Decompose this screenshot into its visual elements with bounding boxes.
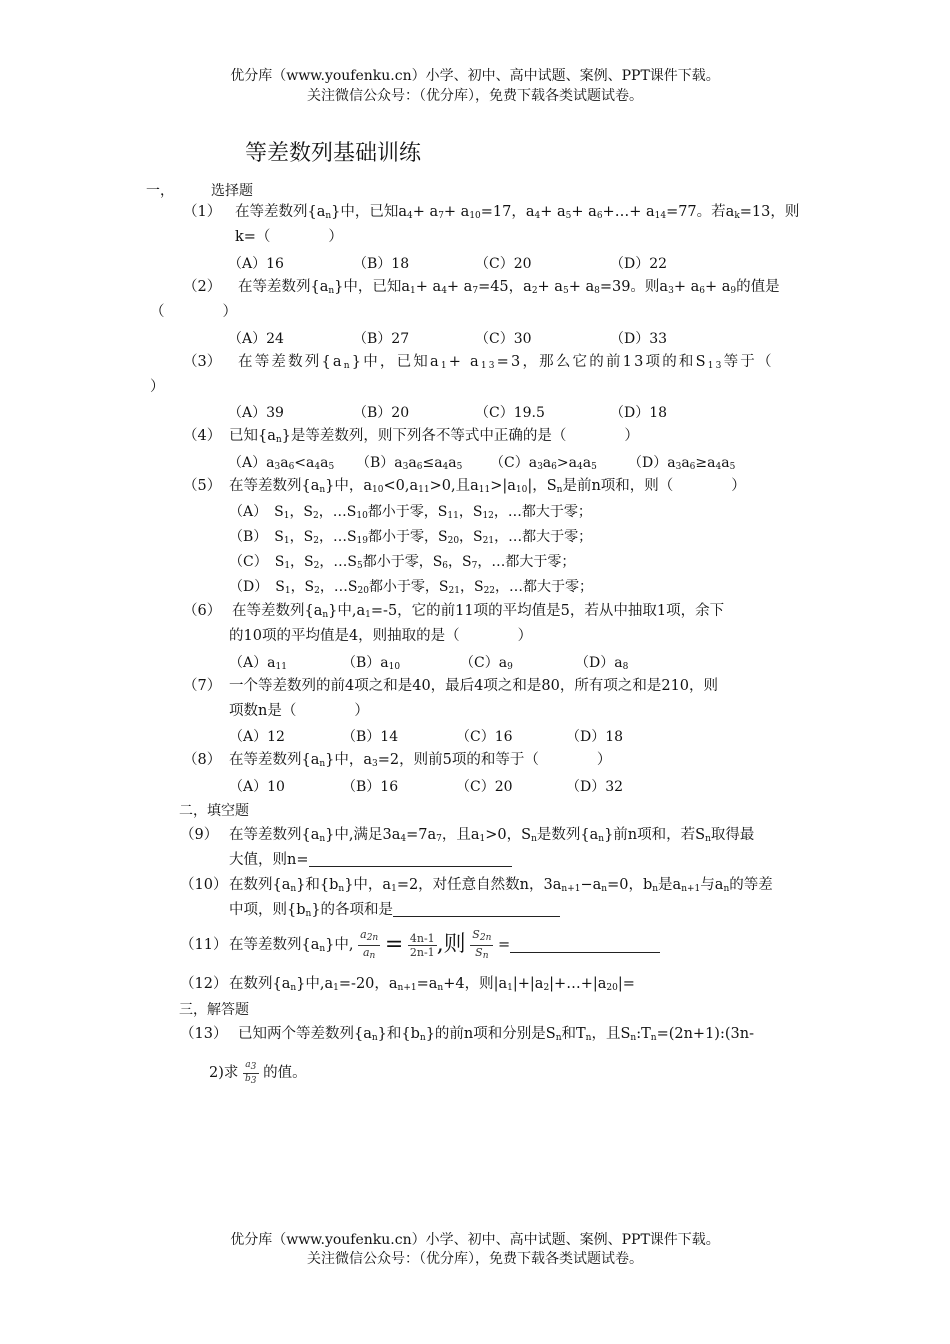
q5-line-1: 在等差数列$\{a_n\}$中，$a_{10}<0,a_{11}>0$,且$a_{11}>|a_{10}|$，$S_n$是前n项和，则（ ） bbox=[229, 478, 746, 495]
q13-line-1: 已知两个等差数列$\{a_n\}$和$\{b_n\}$的前n项和分别是$S_n$和$T_n$，且$S_n:T_n=(2n+1):(3n-$ bbox=[238, 1026, 754, 1043]
q7-option-c: （C）16 bbox=[456, 729, 513, 745]
q6-option-b: $(B)a_{10}$ bbox=[342, 655, 401, 672]
q7-option-b: （B）14 bbox=[342, 729, 399, 745]
q1-number: （1） bbox=[183, 204, 222, 220]
q2-option-b: （B）27 bbox=[353, 331, 410, 347]
q13-frac-denominator: $b_3$ bbox=[245, 1073, 257, 1086]
q3-option-d: （D）18 bbox=[610, 405, 668, 421]
q6-option-c: $(C)a_9$ bbox=[460, 655, 513, 672]
q6-line-1: 在等差数列$\{a_n\}$中$,a_1=-5$，它的前11项的平均值是5，若从中抽取1项，余下 bbox=[232, 603, 725, 620]
q12-line-1: 在数列$\{a_n\}$中$,a_1=-20$，$a_{n+1}=a_n+4$，则$|a_1|+|a_2|+\dots+|a_{20}|=$ bbox=[229, 976, 635, 993]
q8-option-d: （D）32 bbox=[566, 779, 624, 795]
q4-option-a: $(A)a_3a_6<a_4a_5$ bbox=[228, 455, 335, 472]
q11-equals: = bbox=[384, 932, 404, 957]
q2-number: （2） bbox=[183, 279, 222, 295]
q1-option-d: （D）22 bbox=[610, 256, 668, 272]
q11-fraction-4n-over-2n bbox=[408, 932, 437, 959]
q9-line-2-text: 大值，则n= bbox=[229, 852, 309, 868]
q7-option-a: （A）12 bbox=[229, 729, 285, 745]
q10-number: （10） bbox=[180, 877, 228, 893]
section-title-solve: 三，解答题 bbox=[179, 1002, 249, 1018]
section-number: 一， bbox=[146, 183, 174, 199]
q2-option-c: （C）30 bbox=[475, 331, 532, 347]
q13-line-2-prefix: 2)求 bbox=[209, 1065, 239, 1081]
q4-number: （4） bbox=[183, 428, 222, 444]
page-header-line-2: 关注微信公众号：（优分库），免费下载各类试题试卷。 bbox=[307, 88, 643, 104]
q3-option-b: （B）20 bbox=[353, 405, 410, 421]
q8-option-b: （B）16 bbox=[342, 779, 399, 795]
q11-tail-equals: = bbox=[497, 937, 511, 953]
q5-option-a: （A） $S_1$，$S_2$，$\dots S_{10}$都小于零，$S_{11}$，$S_{12}$，…都大于零； bbox=[229, 504, 592, 521]
q10-line-2-text: 中项，则$\{b_n\}$的各项和是 bbox=[229, 902, 394, 919]
q3-line-1: 在等差数列$\{a_n\}$中，已知$a_1+ a_{13}=3$，那么它的前13项的和$S_{13}$等于（ bbox=[238, 354, 774, 371]
q4-option-c: $(C)a_3a_6>a_4a_5$ bbox=[490, 455, 597, 472]
q8-option-a: （A）10 bbox=[229, 779, 285, 795]
q9-line-1: 在等差数列$\{a_n\}$中,满足$3a_4=7a_7$，且$a_1>0$，$S_n$是数列$\{a_n\}$前n项和，若$S_n$取得最 bbox=[229, 827, 755, 844]
q6-number: （6） bbox=[183, 603, 222, 619]
q5-option-b: （B） $S_1$，$S_2$，$\dots S_{19}$都小于零，$S_{20}$，$S_{21}$，…都大于零； bbox=[229, 529, 593, 546]
q13-number: （13） bbox=[180, 1026, 228, 1042]
q4-line-1: 已知$\{a_n\}$是等差数列，则下列各不等式中正确的是（ ） bbox=[229, 428, 639, 445]
q3-option-c: （C）19.5 bbox=[475, 405, 545, 421]
q1-option-b: （B）18 bbox=[353, 256, 410, 272]
q11-frac3-numerator: $S_{2n}$ bbox=[470, 928, 493, 946]
page-header-line-1: 优分库（www.youfenku.cn）小学、初中、高中试题、案例、PPT课件下载。 bbox=[230, 68, 720, 84]
q13-frac-numerator: $a_3$ bbox=[243, 1060, 259, 1074]
q10-line-2 bbox=[229, 900, 560, 924]
q6-option-d: $(D)a_8$ bbox=[575, 655, 629, 672]
q13-line-2 bbox=[209, 1055, 307, 1091]
q11-frac2-denominator: 2n-1 bbox=[409, 945, 435, 959]
q2-line-2: （ ） bbox=[150, 304, 237, 320]
q8-option-c: （C）20 bbox=[456, 779, 513, 795]
page-footer-line-2: 关注微信公众号：（优分库），免费下载各类试题试卷。 bbox=[307, 1251, 643, 1267]
q11-then: ,则 bbox=[436, 932, 466, 957]
q1-option-a: （A）16 bbox=[228, 256, 284, 272]
q8-number: （8） bbox=[183, 752, 222, 768]
q1-line-1: 在等差数列$\{a_n\}$中，已知$a_4+ a_7+ a_{10}=17$，$a_4+ a_5+$ $a_6+\dots+ a_{14}=77$。若$a_k=13$，则 bbox=[235, 204, 800, 221]
q11-fraction-s2n-over-sn bbox=[470, 928, 493, 963]
q11-fraction-a2n-over-an bbox=[358, 928, 380, 963]
q4-option-d: $(D)a_3a_6\ge a_4a_5$ bbox=[628, 455, 736, 472]
q9-number: （9） bbox=[180, 827, 219, 843]
q10-answer-blank[interactable] bbox=[393, 902, 560, 917]
q11-number: （11） bbox=[180, 937, 228, 953]
q11-frac3-denominator: $S_n$ bbox=[475, 945, 489, 961]
q13-line-2-suffix: 的值。 bbox=[263, 1065, 307, 1081]
q12-number: （12） bbox=[180, 976, 228, 992]
q3-number: （3） bbox=[183, 354, 222, 370]
section-title-choice: 选择题 bbox=[211, 183, 253, 199]
q7-number: （7） bbox=[183, 678, 222, 694]
q11-frac1-numerator: $a_{2n}$ bbox=[358, 928, 380, 946]
q1-option-c: （C）20 bbox=[475, 256, 532, 272]
q3-option-a: （A）39 bbox=[228, 405, 284, 421]
q8-line-1: 在等差数列$\{a_n\}$中，$a_3=2$，则前5项的和等于（ ） bbox=[229, 752, 612, 769]
q10-line-1: 在数列$\{a_n\}$和$\{b_n\}$中，$a_1=2$，对任意自然数n，$3a_{n+1}-a_n=0$，$b_n$是$a_{n+1}$与$a_n$的等差 bbox=[229, 877, 773, 894]
q7-line-1: 一个等差数列的前4项之和是40，最后4项之和是80，所有项之和是210，则 bbox=[229, 678, 719, 694]
q13-fraction-a3-over-b3 bbox=[243, 1060, 259, 1087]
q7-line-2: 项数n是（ ） bbox=[229, 703, 369, 719]
q11-prefix: 在等差数列$\{a_n\}$中, bbox=[229, 937, 354, 954]
q2-line-1: 在等差数列$\{a_n\}$中，已知$a_1+ a_4+ a_7=45$，$a_2+ a_5+ a_8=39$。则$a_3+ a_6+ a_9$的值是 bbox=[238, 279, 780, 296]
q2-option-a: （A）24 bbox=[228, 331, 284, 347]
q1-line-2: k=（ ） bbox=[235, 229, 343, 245]
section-title-fill: 二，填空题 bbox=[179, 803, 249, 819]
q2-option-d: （D）33 bbox=[610, 331, 668, 347]
page-title: 等差数列基础训练 bbox=[245, 141, 422, 166]
q6-line-2: 的10项的平均值是4，则抽取的是（ ） bbox=[229, 628, 533, 644]
q5-option-d: （D） $S_1$，$S_2$，$\dots S_{20}$都小于零，$S_{21}$，$S_{22}$，…都大于零； bbox=[229, 579, 594, 596]
q9-line-2 bbox=[229, 850, 512, 870]
q11-answer-blank[interactable] bbox=[510, 938, 660, 953]
q11-line bbox=[229, 926, 660, 964]
q5-number: （5） bbox=[183, 478, 222, 494]
q9-answer-blank[interactable] bbox=[309, 852, 512, 867]
q7-option-d: （D）18 bbox=[566, 729, 624, 745]
q4-option-b: $(B)a_3a_6\le a_4a_5$ bbox=[356, 455, 463, 472]
q3-line-2: ） bbox=[150, 379, 165, 395]
page-footer-line-1: 优分库（www.youfenku.cn）小学、初中、高中试题、案例、PPT课件下载。 bbox=[230, 1232, 720, 1248]
q5-option-c: （C） $S_1$，$S_2$，$\dots S_5$都小于零，$S_6$，$S_7$，…都大于零； bbox=[229, 554, 576, 571]
q11-frac1-denominator: $a_n$ bbox=[362, 945, 376, 961]
q6-option-a: $(A)a_{11}$ bbox=[229, 655, 287, 672]
q11-frac2-numerator: 4n-1 bbox=[409, 931, 435, 945]
